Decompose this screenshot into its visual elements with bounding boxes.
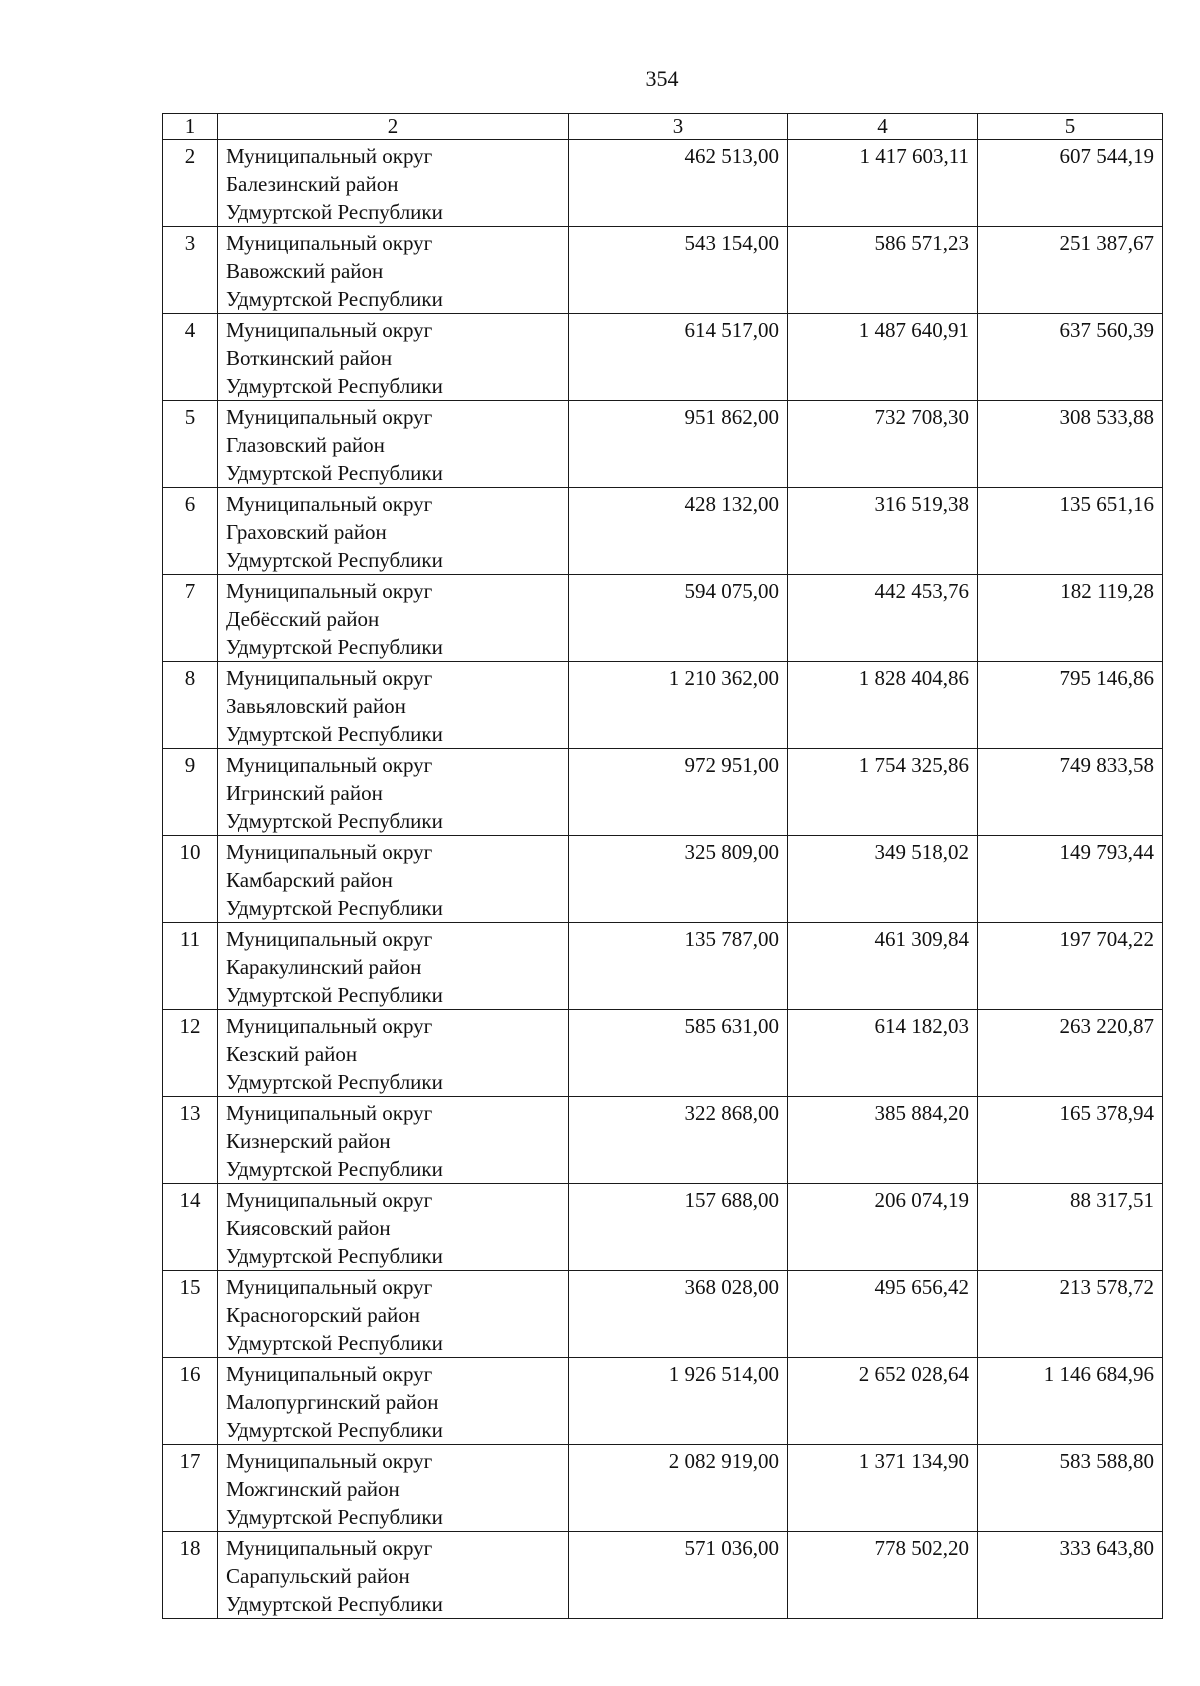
municipality-name-line: Удмуртской Республики [226,200,443,224]
municipality-name-line: Муниципальный округ [226,1275,433,1299]
municipality-name-line: Глазовский район [226,433,385,457]
table-row [163,1358,1163,1445]
municipality-name-line: Удмуртской Республики [226,1070,443,1094]
municipality-name-cell [218,662,569,749]
value-column-3: 1 926 514,00 [569,1358,788,1445]
municipality-name-cell [218,1097,569,1184]
municipality-name-line: Удмуртской Республики [226,809,443,833]
row-number: 3 [163,227,218,314]
municipality-name-line: Удмуртской Республики [226,983,443,1007]
row-number: 12 [163,1010,218,1097]
value-column-3: 951 862,00 [569,401,788,488]
value-column-5: 795 146,86 [978,662,1163,749]
value-column-3: 428 132,00 [569,488,788,575]
municipality-name-line: Муниципальный округ [226,579,433,603]
municipality-name-line: Удмуртской Республики [226,896,443,920]
value-column-3: 368 028,00 [569,1271,788,1358]
row-number: 6 [163,488,218,575]
value-column-5: 607 544,19 [978,140,1163,227]
municipality-name-line: Муниципальный округ [226,840,433,864]
value-column-4: 614 182,03 [788,1010,978,1097]
municipality-name-line: Удмуртской Республики [226,722,443,746]
municipality-name-line: Дебёсский район [226,607,380,631]
municipality-name-line: Кезский район [226,1042,358,1066]
value-column-3: 594 075,00 [569,575,788,662]
municipality-name-cell [218,401,569,488]
municipality-name-line: Удмуртской Республики [226,1244,443,1268]
value-column-4: 1 828 404,86 [788,662,978,749]
municipality-name-cell [218,923,569,1010]
table-header [163,114,1163,140]
table-row [163,227,1163,314]
table-row [163,1097,1163,1184]
value-column-5: 213 578,72 [978,1271,1163,1358]
column-header-2: 2 [218,114,569,140]
municipality-name-line: Каракулинский район [226,955,422,979]
municipality-name-line: Красногорский район [226,1303,421,1327]
municipality-name-line: Удмуртской Республики [226,1157,443,1181]
row-number: 2 [163,140,218,227]
column-header-5: 5 [978,114,1163,140]
municipality-name-line: Завьяловский район [226,694,406,718]
row-number: 11 [163,923,218,1010]
value-column-4: 206 074,19 [788,1184,978,1271]
table-row [163,1445,1163,1532]
table-body [163,140,1163,1619]
municipality-name-line: Удмуртской Республики [226,548,443,572]
municipality-name-line: Муниципальный округ [226,1188,433,1212]
value-column-3: 135 787,00 [569,923,788,1010]
municipality-name-line: Муниципальный округ [226,1362,433,1386]
value-column-4: 2 652 028,64 [788,1358,978,1445]
municipality-name-line: Муниципальный округ [226,405,433,429]
row-number: 8 [163,662,218,749]
table-row [163,575,1163,662]
row-number: 18 [163,1532,218,1619]
value-column-4: 586 571,23 [788,227,978,314]
value-column-3: 972 951,00 [569,749,788,836]
column-header-3: 3 [569,114,788,140]
table-row [163,140,1163,227]
page-number: 354 [645,66,679,91]
value-column-4: 461 309,84 [788,923,978,1010]
value-column-5: 88 317,51 [978,1184,1163,1271]
value-column-4: 1 417 603,11 [788,140,978,227]
value-column-3: 1 210 362,00 [569,662,788,749]
municipality-name-line: Удмуртской Республики [226,635,443,659]
municipality-name-line: Муниципальный округ [226,1449,433,1473]
value-column-3: 157 688,00 [569,1184,788,1271]
municipality-name-cell [218,140,569,227]
municipality-name-line: Удмуртской Республики [226,1331,443,1355]
municipality-name-line: Муниципальный округ [226,231,433,255]
municipality-name-cell [218,1010,569,1097]
table-row [163,488,1163,575]
value-column-4: 442 453,76 [788,575,978,662]
row-number: 7 [163,575,218,662]
table-row [163,1010,1163,1097]
column-header-4: 4 [788,114,978,140]
municipality-name-cell [218,749,569,836]
municipality-name-cell [218,314,569,401]
municipality-name-cell [218,575,569,662]
municipality-name-line: Муниципальный округ [226,1536,433,1560]
municipality-name-line: Сарапульский район [226,1564,410,1588]
municipality-name-cell [218,1184,569,1271]
value-column-5: 308 533,88 [978,401,1163,488]
value-column-3: 325 809,00 [569,836,788,923]
row-number: 5 [163,401,218,488]
municipality-name-cell [218,836,569,923]
municipality-name-line: Удмуртской Республики [226,287,443,311]
value-column-5: 182 119,28 [978,575,1163,662]
table-row [163,314,1163,401]
value-column-3: 571 036,00 [569,1532,788,1619]
municipality-name-line: Муниципальный округ [226,927,433,951]
municipality-name-line: Граховский район [226,520,387,544]
municipality-name-line: Муниципальный округ [226,144,433,168]
row-number: 16 [163,1358,218,1445]
municipality-name-line: Муниципальный округ [226,1014,433,1038]
value-column-4: 385 884,20 [788,1097,978,1184]
value-column-3: 462 513,00 [569,140,788,227]
table-row [163,1184,1163,1271]
column-header-1: 1 [163,114,218,140]
table-row [163,1271,1163,1358]
value-column-4: 778 502,20 [788,1532,978,1619]
municipality-name-line: Камбарский район [226,868,393,892]
municipality-name-line: Муниципальный округ [226,666,433,690]
municipality-name-line: Вавожский район [226,259,384,283]
value-column-5: 263 220,87 [978,1010,1163,1097]
row-number: 4 [163,314,218,401]
row-number: 15 [163,1271,218,1358]
table-row [163,749,1163,836]
row-number: 17 [163,1445,218,1532]
municipality-name-line: Удмуртской Республики [226,374,443,398]
value-column-5: 333 643,80 [978,1532,1163,1619]
municipality-name-cell [218,488,569,575]
municipality-name-cell [218,1532,569,1619]
value-column-4: 495 656,42 [788,1271,978,1358]
municipality-name-line: Муниципальный округ [226,1101,433,1125]
municipality-name-cell [218,1271,569,1358]
municipality-name-line: Кизнерский район [226,1129,391,1153]
value-column-4: 732 708,30 [788,401,978,488]
municipality-name-line: Балезинский район [226,172,399,196]
municipality-name-line: Удмуртской Республики [226,1505,443,1529]
municipality-name-line: Муниципальный округ [226,492,433,516]
value-column-4: 316 519,38 [788,488,978,575]
municipality-name-line: Воткинский район [226,346,393,370]
value-column-3: 2 082 919,00 [569,1445,788,1532]
value-column-5: 637 560,39 [978,314,1163,401]
value-column-4: 1 371 134,90 [788,1445,978,1532]
municipality-name-line: Игринский район [226,781,383,805]
table-row [163,662,1163,749]
municipality-name-line: Удмуртской Республики [226,1592,443,1616]
municipality-name-line: Киясовский район [226,1216,391,1240]
value-column-3: 543 154,00 [569,227,788,314]
municipality-name-cell [218,1445,569,1532]
value-column-5: 1 146 684,96 [978,1358,1163,1445]
value-column-3: 585 631,00 [569,1010,788,1097]
data-table [162,113,1163,1619]
value-column-5: 583 588,80 [978,1445,1163,1532]
value-column-4: 349 518,02 [788,836,978,923]
value-column-5: 197 704,22 [978,923,1163,1010]
municipality-name-line: Удмуртской Республики [226,461,443,485]
value-column-3: 322 868,00 [569,1097,788,1184]
municipality-name-line: Муниципальный округ [226,753,433,777]
value-column-5: 135 651,16 [978,488,1163,575]
value-column-3: 614 517,00 [569,314,788,401]
header-row [163,114,1163,140]
municipality-name-cell [218,1358,569,1445]
value-column-4: 1 487 640,91 [788,314,978,401]
municipality-name-line: Удмуртской Республики [226,1418,443,1442]
table-row [163,836,1163,923]
table-row [163,401,1163,488]
value-column-5: 149 793,44 [978,836,1163,923]
row-number: 9 [163,749,218,836]
value-column-5: 251 387,67 [978,227,1163,314]
municipality-name-line: Муниципальный округ [226,318,433,342]
value-column-5: 165 378,94 [978,1097,1163,1184]
municipality-name-line: Малопургинский район [226,1390,439,1414]
municipality-name-cell [218,227,569,314]
row-number: 14 [163,1184,218,1271]
value-column-5: 749 833,58 [978,749,1163,836]
value-column-4: 1 754 325,86 [788,749,978,836]
row-number: 10 [163,836,218,923]
table-row [163,923,1163,1010]
municipality-name-line: Можгинский район [226,1477,400,1501]
table-row [163,1532,1163,1619]
row-number: 13 [163,1097,218,1184]
